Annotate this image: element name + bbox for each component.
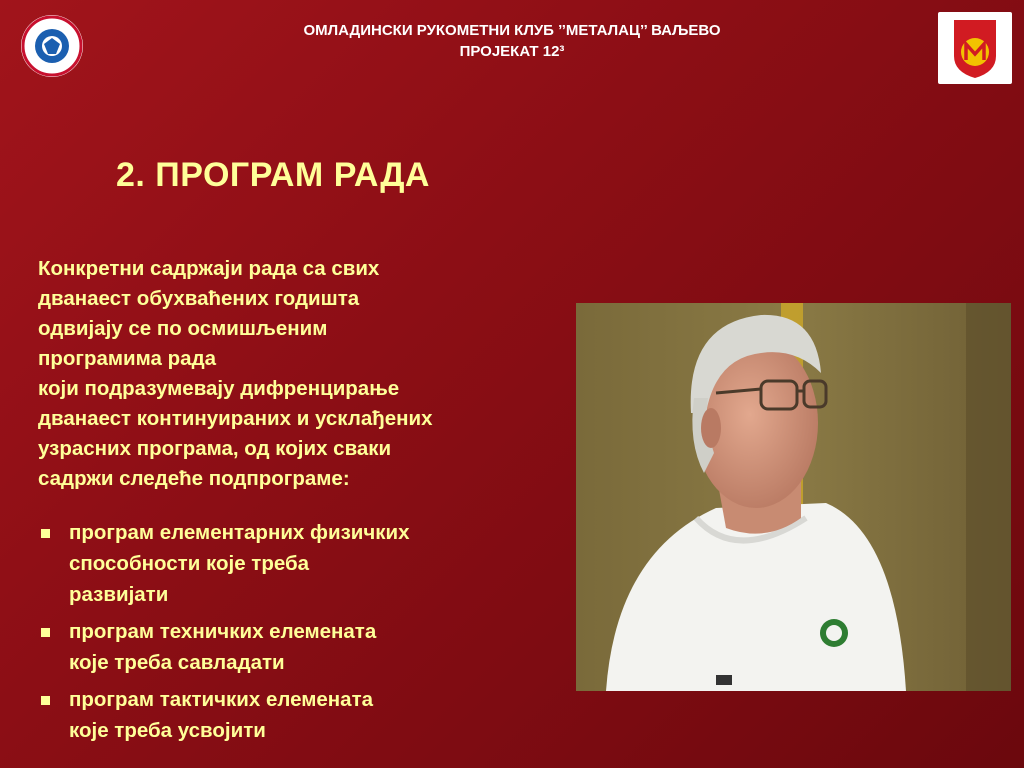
list-item bbox=[38, 616, 558, 678]
list-item-line: програм тактичких елемената bbox=[69, 688, 374, 711]
square-bullet-icon bbox=[41, 529, 50, 538]
list-item bbox=[38, 684, 558, 746]
intro-line: Конкретни садржаји рада са свих bbox=[38, 257, 380, 280]
header bbox=[120, 20, 904, 62]
square-bullet-icon bbox=[41, 628, 50, 637]
intro-text bbox=[38, 254, 578, 494]
header-club-name: ОМЛАДИНСКИ РУКОМЕТНИ КЛУБ ’’МЕТАЛАЦ’’ ВАЉЕВО bbox=[303, 22, 721, 39]
coach-photo bbox=[576, 303, 1011, 691]
square-bullet-icon bbox=[41, 696, 50, 705]
list-item-line: програм техничких елемената bbox=[69, 620, 377, 643]
list-item-line: које треба усвојити bbox=[69, 719, 266, 742]
club-crest-logo bbox=[938, 12, 1012, 84]
list-item-line: програм елементарних физичких bbox=[69, 521, 410, 544]
intro-line: одвијају се по осмишљеним bbox=[38, 317, 328, 340]
intro-line: узрасних програма, од којих сваки bbox=[38, 437, 392, 460]
list-item bbox=[38, 517, 558, 610]
subprogram-list bbox=[38, 517, 558, 752]
list-item-line: развијати bbox=[69, 583, 169, 606]
intro-line: који подразумевају дифренцирање bbox=[38, 377, 400, 400]
handball-federation-logo bbox=[20, 14, 84, 78]
intro-line: садржи следеће подпрограме: bbox=[38, 467, 350, 490]
header-project: ПРОЈЕКАТ 12³ bbox=[459, 43, 565, 60]
list-item-line: способности које треба bbox=[69, 552, 310, 575]
intro-line: програмима рада bbox=[38, 347, 216, 370]
list-item-line: које треба савладати bbox=[69, 651, 285, 674]
intro-line: дванаест обухваћених годишта bbox=[38, 287, 360, 310]
page-title: 2. ПРОГРАМ РАДА bbox=[116, 156, 430, 194]
intro-line: дванаест континуираних и усклађених bbox=[38, 407, 433, 430]
